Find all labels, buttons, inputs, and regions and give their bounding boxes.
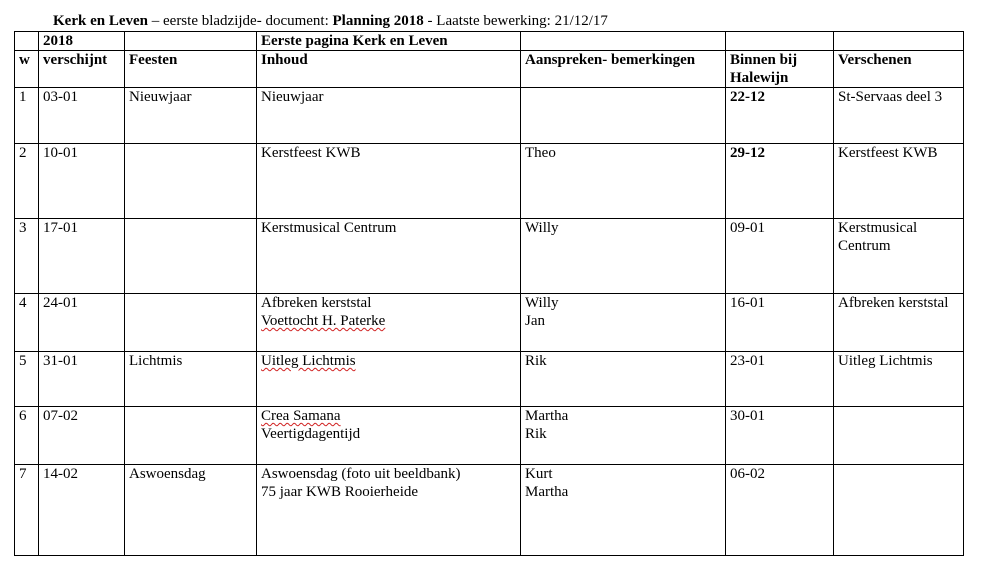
column-header-feesten: Feesten	[125, 51, 257, 88]
inhoud-line: Nieuwjaar	[261, 89, 324, 105]
aanspreken-line: Martha	[525, 408, 569, 424]
cell-week: 5	[15, 352, 39, 407]
cell-inhoud	[257, 294, 521, 352]
cell-feest: Lichtmis	[125, 352, 257, 407]
inhoud-line: Aswoensdag (foto uit beeldbank)	[261, 466, 461, 482]
aanspreken-line: Theo	[525, 145, 556, 161]
cell-inhoud	[257, 407, 521, 465]
aanspreken-line: Jan	[525, 313, 545, 329]
column-header-aanspreken: Aanspreken- bemerkingen	[521, 51, 726, 88]
header-subtitle: – eerste bladzijde- document:	[148, 13, 333, 29]
table-row	[15, 88, 964, 144]
top-header-cell-feesten	[125, 32, 257, 51]
inhoud-line: Afbreken kerststal	[261, 295, 372, 311]
aanspreken-line: Kurt	[525, 466, 553, 482]
inhoud-line-spellcheck: Voettocht H. Paterke	[261, 313, 386, 329]
column-header-w: w	[15, 51, 39, 88]
column-header-binnen-line2: Halewijn	[730, 70, 789, 86]
document-header	[53, 12, 608, 30]
planning-table	[14, 31, 964, 556]
table-row	[15, 407, 964, 465]
cell-verschenen	[834, 407, 964, 465]
cell-verschenen	[834, 144, 964, 219]
cell-binnen: 06-02	[726, 465, 834, 556]
inhoud-line: Kerstmusical Centrum	[261, 220, 397, 236]
verschenen-line: Afbreken kerststal	[838, 295, 949, 311]
inhoud-line-spellcheck: Crea Samana	[261, 408, 341, 424]
verschenen-line: St-Servaas deel 3	[838, 89, 943, 105]
column-header-verschijnt: verschijnt	[39, 51, 125, 88]
cell-verschenen	[834, 88, 964, 144]
cell-inhoud	[257, 465, 521, 556]
cell-inhoud	[257, 219, 521, 294]
cell-aanspreken	[521, 294, 726, 352]
column-header-verschenen: Verschenen	[834, 51, 964, 88]
cell-date: 14-02	[39, 465, 125, 556]
cell-date: 31-01	[39, 352, 125, 407]
cell-week: 2	[15, 144, 39, 219]
aanspreken-line: Martha	[525, 484, 569, 500]
cell-verschenen	[834, 294, 964, 352]
cell-inhoud	[257, 352, 521, 407]
cell-date: 17-01	[39, 219, 125, 294]
cell-aanspreken	[521, 144, 726, 219]
inhoud-line-spellcheck: Uitleg Lichtmis	[261, 353, 356, 369]
aanspreken-line: Rik	[525, 353, 547, 369]
verschenen-line: Kerstmusical	[838, 220, 918, 236]
aanspreken-line: Rik	[525, 426, 547, 442]
cell-inhoud	[257, 144, 521, 219]
verschenen-line: Kerstfeest KWB	[838, 145, 938, 161]
cell-verschenen	[834, 465, 964, 556]
table-top-header-row	[15, 32, 964, 51]
cell-aanspreken	[521, 465, 726, 556]
cell-aanspreken	[521, 407, 726, 465]
cell-binnen: 22-12	[726, 88, 834, 144]
cell-week: 6	[15, 407, 39, 465]
cell-feest: Nieuwjaar	[125, 88, 257, 144]
column-header-inhoud: Inhoud	[257, 51, 521, 88]
cell-week: 7	[15, 465, 39, 556]
cell-aanspreken	[521, 219, 726, 294]
top-header-cell-verschenen	[834, 32, 964, 51]
cell-binnen: 16-01	[726, 294, 834, 352]
inhoud-line: Kerstfeest KWB	[261, 145, 361, 161]
table-row	[15, 294, 964, 352]
cell-binnen: 09-01	[726, 219, 834, 294]
cell-binnen: 23-01	[726, 352, 834, 407]
cell-aanspreken	[521, 88, 726, 144]
table-row	[15, 352, 964, 407]
cell-date: 10-01	[39, 144, 125, 219]
table-row	[15, 219, 964, 294]
cell-binnen: 30-01	[726, 407, 834, 465]
cell-feest	[125, 294, 257, 352]
cell-inhoud	[257, 88, 521, 144]
cell-week: 4	[15, 294, 39, 352]
cell-feest	[125, 144, 257, 219]
cell-week: 1	[15, 88, 39, 144]
verschenen-line: Centrum	[838, 238, 891, 254]
top-header-cell-w	[15, 32, 39, 51]
top-header-first-page: Eerste pagina Kerk en Leven	[257, 32, 521, 51]
table-column-header-row	[15, 51, 964, 88]
inhoud-line: 75 jaar KWB Rooierheide	[261, 484, 419, 500]
cell-feest: Aswoensdag	[125, 465, 257, 556]
cell-aanspreken	[521, 352, 726, 407]
cell-binnen: 29-12	[726, 144, 834, 219]
cell-date: 24-01	[39, 294, 125, 352]
column-header-binnen-line1: Binnen bij	[730, 52, 798, 68]
aanspreken-line: Willy	[525, 295, 559, 311]
cell-verschenen	[834, 219, 964, 294]
cell-feest	[125, 219, 257, 294]
header-last-edit: - Laatste bewerking: 21/12/17	[423, 13, 608, 29]
cell-week: 3	[15, 219, 39, 294]
column-header-binnen	[726, 51, 834, 88]
top-header-year: 2018	[39, 32, 125, 51]
inhoud-line: Veertigdagentijd	[261, 426, 361, 442]
header-document-name: Planning 2018	[332, 13, 424, 29]
cell-date: 07-02	[39, 407, 125, 465]
table-row	[15, 144, 964, 219]
top-header-cell-aanspreken	[521, 32, 726, 51]
cell-date: 03-01	[39, 88, 125, 144]
aanspreken-line: Willy	[525, 220, 559, 236]
cell-verschenen	[834, 352, 964, 407]
table-row	[15, 465, 964, 556]
cell-feest	[125, 407, 257, 465]
verschenen-line: Uitleg Lichtmis	[838, 353, 933, 369]
top-header-cell-binnen	[726, 32, 834, 51]
header-title: Kerk en Leven	[53, 13, 148, 29]
